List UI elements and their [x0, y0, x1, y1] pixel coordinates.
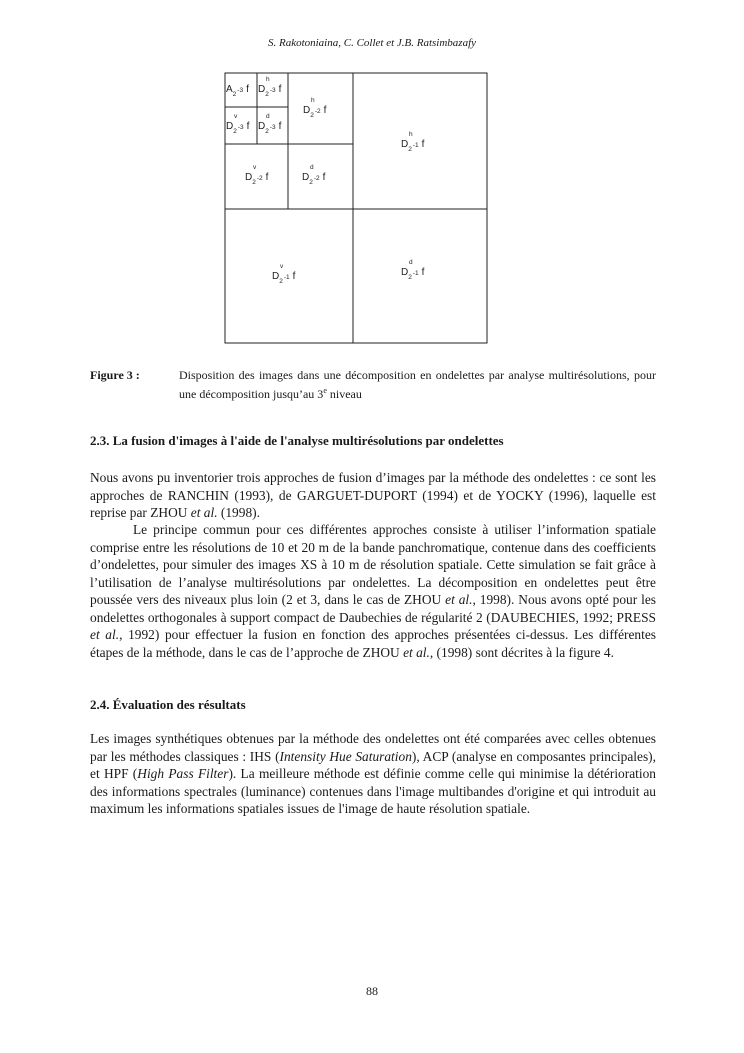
section-2-3-paragraph-1: Nous avons pu inventorier trois approches de fusion d’images par la méthode des ondelettes : ce sont les approches de RANCHIN (1993), de GARGUET-DUPORT (1994) et de YOCKY (1996), laquelle est reprise par ZHOU et al. (1998). — [90, 470, 656, 520]
cell-d1h-label: $D_2^{-1}$ f — [401, 139, 425, 153]
page-number: 88 — [366, 984, 378, 998]
cell-d2d-orientation: d — [310, 164, 314, 171]
figure-grid-lines — [225, 73, 487, 343]
cell-d3v-label: $D_2^{-3}$ f — [226, 121, 250, 135]
figure-caption — [90, 367, 656, 402]
figure-outer-frame — [225, 73, 487, 343]
cell-d1v-orientation: v — [280, 263, 284, 270]
figure-caption-label: Figure 3 : — [90, 368, 140, 382]
cell-d2v-label: $D_2^{-2}$ f — [245, 172, 269, 186]
section-2-3-heading: 2.3. La fusion d'images à l'aide de l'analyse multirésolutions par ondelettes — [90, 433, 504, 448]
section-2-4-paragraph: Les images synthétiques obtenues par la méthode des ondelettes ont été comparées avec celles obtenues par les méthodes classiques : IHS (Intensity Hue Saturation), ACP (analyse en composantes principales), et HPF (High Pass Filter). La meilleure méthode est définie comme celle qui minimise la détérioration des informations spectrales (luminance) contenues dans l'image multibandes d'origine et qui introduit au maximum les informations spatiales issues de l'image de haute résolution spatiale. — [90, 731, 656, 816]
cell-d3d-label: $D_2^{-3}$ f — [258, 121, 282, 135]
cell-d1d-orientation: d — [409, 259, 413, 266]
cell-d2d-label: $D_2^{-2}$ f — [302, 172, 326, 186]
section-2-3-paragraph-2: Le principe commun pour ces différentes approches consiste à utiliser l’information spatiale comprise entre les résolutions de 10 et 20 m de la bande panchromatique, contenue dans des coefficients d’ondelettes, pour simuler des images XS à 10 m de résolution spatiale. Cette simulation se fait grâce à l’utilisation de l’analyse multirésolutions par ondelettes. La décomposition en ondelettes peut être poussée vers des niveaux plus loin (2 et 3, dans le cas de ZHOU et al., 1998). Nous avons opté pour les ondelettes orthogonales à support compact de Daubechies de régularité 2 (DAUBECHIES, 1992; PRESS et al., 1992) pour effectuer la fusion en fonction des approches présentées ci-dessus. Les différentes étapes de la méthode, dans le cas de l’approche de ZHOU et al., (1998) sont décrites à la figure 4. — [90, 522, 656, 660]
cell-d1d-label: $D_2^{-1}$ f — [401, 267, 425, 281]
cell-d1h-orientation: h — [409, 131, 413, 138]
cell-d1v-label: $D_2^{-1}$ f — [272, 271, 296, 285]
section-2-4-heading: 2.4. Évaluation des résultats — [90, 697, 246, 712]
cell-d3h-orientation: h — [266, 76, 270, 83]
figure-caption-text: Disposition des images dans une décomposition en ondelettes par analyse multirésolutions, pour une décomposition jusqu’au 3e niveau — [179, 368, 656, 401]
running-head: S. Rakotoniaina, C. Collet et J.B. Ratsimbazafy — [267, 37, 477, 49]
cell-d2h-orientation: h — [311, 97, 315, 104]
cell-d3d-orientation: d — [266, 113, 270, 120]
cell-d3v-orientation: v — [234, 113, 238, 120]
cell-d3h-label: $D_2^{-3}$ f — [258, 84, 282, 98]
wavelet-decomposition-figure — [224, 72, 488, 344]
cell-a3-label: $A_2^{-3}$ f — [226, 84, 249, 98]
cell-d2v-orientation: v — [253, 164, 257, 171]
cell-d2h-label: $D_2^{-2}$ f — [303, 105, 327, 119]
